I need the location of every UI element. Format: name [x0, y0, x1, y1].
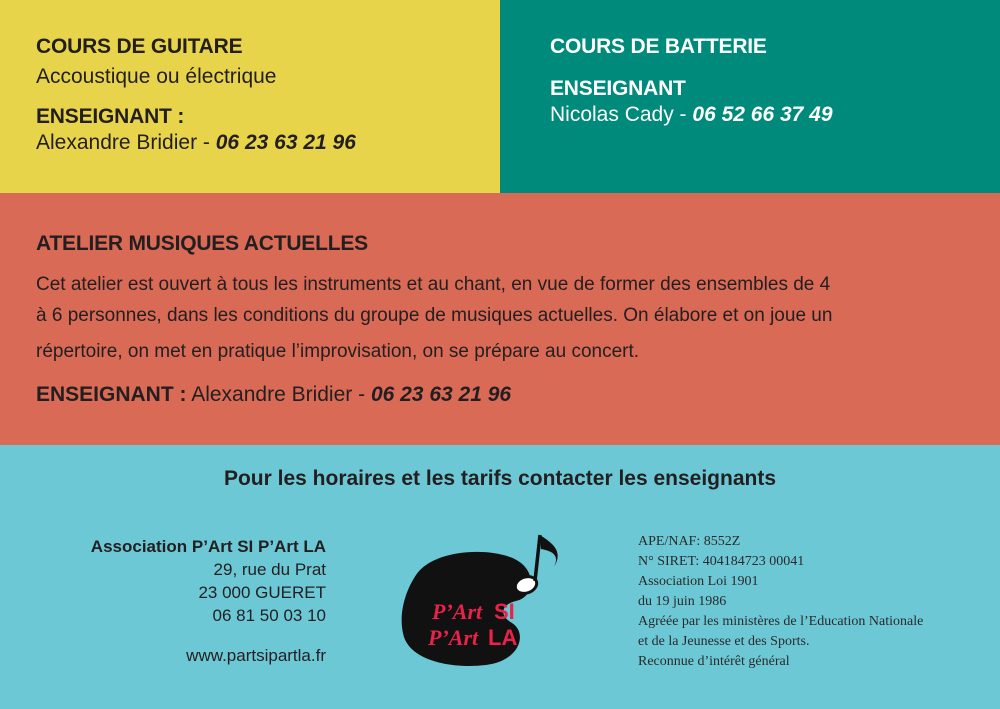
legal-info: [638, 532, 923, 672]
atelier-description: [36, 269, 956, 367]
guitar-course-subtitle: Accoustique ou électrique: [36, 65, 277, 88]
address-block: [91, 535, 326, 667]
address-street: 29, rue du Prat: [213, 560, 326, 579]
logo-text-line2: P’Art: [428, 625, 479, 650]
contact-note: Pour les horaires et les tarifs contacter les enseignants: [223, 467, 777, 490]
atelier-panel: [0, 193, 1000, 445]
atelier-description-line: Cet atelier est ouvert à tous les instruments et au chant, en vue de former des ensembles de 4: [36, 274, 831, 295]
logo-text-line1: P’Art: [432, 599, 483, 624]
drums-teacher-name: Nicolas Cady -: [550, 103, 693, 126]
atelier-description-line: à 6 personnes, dans les conditions du groupe de musiques actuelles. On élabore et on joue un: [36, 305, 833, 326]
address-city: 23 000 GUERET: [198, 583, 326, 602]
legal-agreement: et de la Jeunesse et des Sports.: [638, 634, 810, 649]
legal-ape: APE/NAF: 8552Z: [638, 534, 741, 549]
website-link[interactable]: www.partsipartla.fr: [186, 646, 326, 665]
guitar-teacher-label: ENSEIGNANT :: [36, 105, 185, 128]
legal-siret: N° SIRET: 404184723 00041: [638, 554, 805, 569]
guitar-course-title: COURS DE GUITARE: [36, 35, 243, 58]
legal-recognition: Reconnue d’intérêt général: [638, 654, 790, 669]
atelier-teacher-label: ENSEIGNANT :: [36, 383, 187, 406]
association-name: Association P’Art SI P’Art LA: [90, 537, 326, 556]
atelier-title: ATELIER MUSIQUES ACTUELLES: [36, 232, 368, 255]
guitar-teacher-phone[interactable]: 06 23 63 21 96: [215, 131, 356, 154]
atelier-teacher-phone[interactable]: 06 23 63 21 96: [370, 383, 512, 406]
guitar-course-panel: [0, 0, 500, 193]
legal-agreement: Agréée par les ministères de l’Education Nationale: [638, 614, 924, 629]
drums-teacher-line: [550, 102, 1000, 128]
atelier-teacher-name: Alexandre Bridier -: [186, 383, 371, 406]
logo-text-si: SI: [494, 599, 515, 624]
guitar-teacher-line: [36, 130, 500, 156]
guitar-teacher-name: Alexandre Bridier -: [36, 131, 216, 154]
footer-panel: [0, 445, 1000, 709]
atelier-description-line: répertoire, on met en pratique l’improvisation, on se prépare au concert.: [36, 341, 640, 362]
drums-course-panel: [500, 0, 1000, 193]
legal-association: Association Loi 1901: [638, 574, 759, 589]
association-phone[interactable]: 06 81 50 03 10: [212, 606, 326, 625]
palette-music-note-logo-icon: [398, 527, 568, 675]
atelier-teacher-line: [36, 383, 960, 407]
drums-course-title: COURS DE BATTERIE: [550, 35, 767, 58]
logo-text-la: LA: [488, 625, 518, 650]
drums-teacher-label: ENSEIGNANT: [550, 77, 686, 100]
drums-teacher-phone[interactable]: 06 52 66 37 49: [692, 103, 833, 126]
legal-date: du 19 juin 1986: [638, 594, 727, 609]
